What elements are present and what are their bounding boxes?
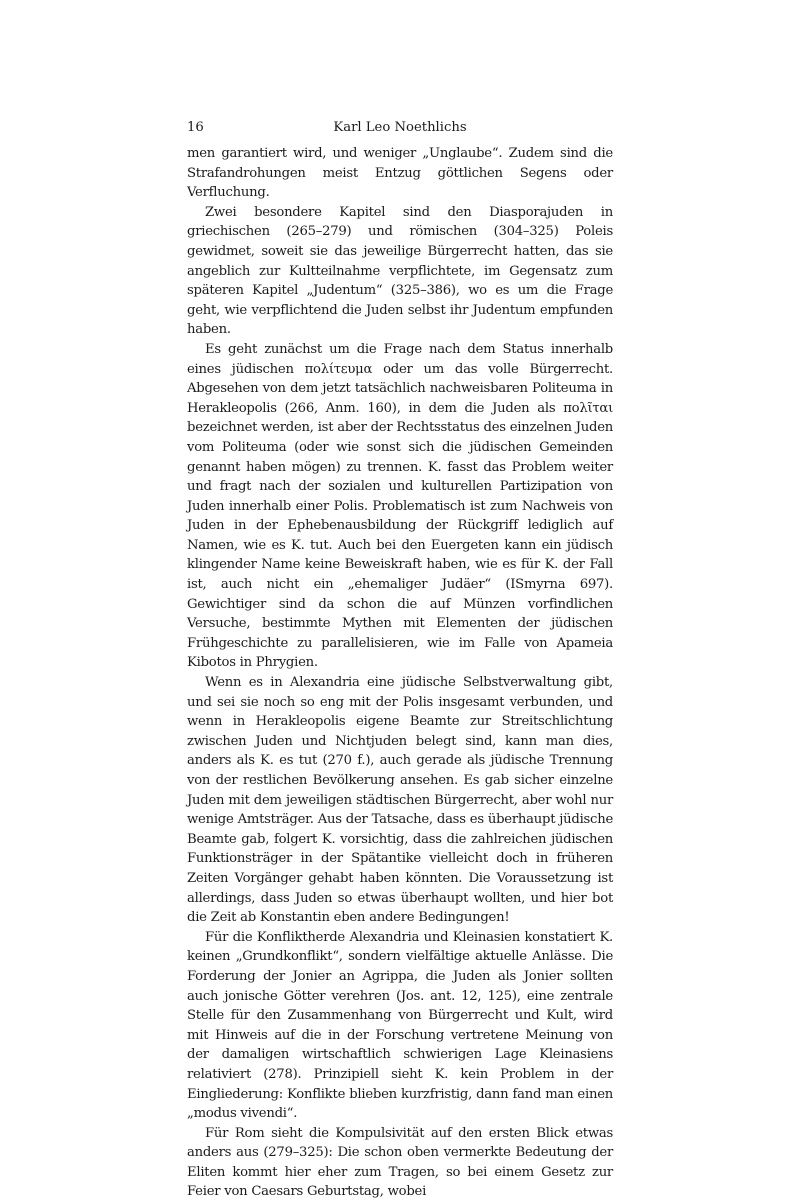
running-title: Karl Leo Noethlichs — [333, 120, 467, 135]
page — [187, 112, 613, 1202]
paragraph-continued: men garantiert wird, und weniger „Unglaube“. Zudem sind die Strafandrohungen meist Entzug göttlichen Segens oder Verfluchung. — [187, 146, 613, 201]
paragraph-rom: Für Rom sieht die Kompulsivität auf den ersten Blick etwas anders aus (279–325): Die schon oben vermerkte Bedeutung der Eliten kommt hier eher zum Tragen, so bei einem Gesetz zur Feier von Caesars Geburtstag, wobei — [187, 1125, 613, 1200]
paragraph-konfliktherde: Für die Konfliktherde Alexandria und Kleinasien konstatiert K. keinen „Grundkonflikt“, sondern vielfältige aktuelle Anlässe. Die Forderung der Jonier an Agrippa, die Juden als Jonier sollten auch jonische Götter verehren (Jos. ant. 12, 125), eine zentrale Stelle für den Zusammenhang von Bürgerrecht und Kult, wird mit Hinweis auf die in der Forschung vertretene Meinung von der damaligen wirtschaftlich schwierigen Lage Kleinasiens relativiert (278). Prinzipiell sieht K. kein Problem in der Eingliederung: Konflikte blieben kurzfristig, dann fand man einen „modus vivendi“. — [187, 929, 613, 1122]
running-head — [187, 112, 613, 144]
paragraph-alexandria-herakleopolis: Wenn es in Alexandria eine jüdische Selbstverwaltung gibt, und sei sie noch so eng mit der Polis insgesamt verbunden, und wenn in Herakleopolis eigene Beamte zur Streitschlichtung zwischen Juden und Nichtjuden belegt sind, kann man dies, anders als K. es tut (270 f.), auch gerade als jüdische Trennung von der restlichen Bevölkerung ansehen. Es gab sicher einzelne Juden mit dem jeweiligen städtischen Bürgerrecht, aber wohl nur wenige Amtsträger. Aus der Tatsache, dass es überhaupt jüdische Beamte gab, folgert K. vorsichtig, dass die zahlreichen jüdischen Funktionsträger in der Spätantike vielleicht doch in früheren Zeiten Vorgänger gehabt haben könnten. Die Voraussetzung ist allerdings, dass Juden so etwas überhaupt wollten, und hier bot die Zeit ab Konstantin eben andere Bedingungen! — [187, 675, 613, 926]
page-number: 16 — [187, 120, 204, 135]
body-text — [187, 144, 613, 1202]
paragraph-status-politeuma: Es geht zunächst um die Frage nach dem Status innerhalb eines jüdischen πολίτευμα oder um das volle Bürgerrecht. Abgesehen von dem jetzt tatsächlich nachweisbaren Politeuma in Herakleopolis (266, Anm. 160), in dem die Juden als πολῖται bezeichnet werden, ist aber der Rechtsstatus des einzelnen Juden vom Politeuma (oder wie sonst sich die jüdischen Gemeinden genannt haben mögen) zu trennen. K. fasst das Problem weiter und fragt nach der sozialen und kulturellen Partizipation von Juden innerhalb einer Polis. Problematisch ist zum Nachweis von Juden in der Ephebenausbildung der Rückgriff lediglich auf Namen, wie es K. tut. Auch bei den Euergeten kann ein jüdisch klingender Name keine Beweiskraft haben, wie es für K. der Fall ist, auch nicht ein „ehemaliger Judäer“ (ISmyrna 697). Gewichtiger sind da schon die auf Münzen vorfindlichen Versuche, bestimmte Mythen mit Elementen der jüdischen Frühgeschichte zu parallelisieren, wie im Falle von Apameia Kibotos in Phrygien. — [187, 341, 613, 671]
paragraph-diaspora-chapters: Zwei besondere Kapitel sind den Diasporajuden in griechischen (265–279) und römischen (304–325) Poleis gewidmet, soweit sie das jeweilige Bürgerrecht hatten, das sie angeblich zur Kultteilnahme verpflichtete, im Gegensatz zum späteren Kapitel „Judentum“ (325–386), wo es um die Frage geht, wie verpflichtend die Juden selbst ihr Judentum empfunden haben. — [187, 204, 613, 338]
